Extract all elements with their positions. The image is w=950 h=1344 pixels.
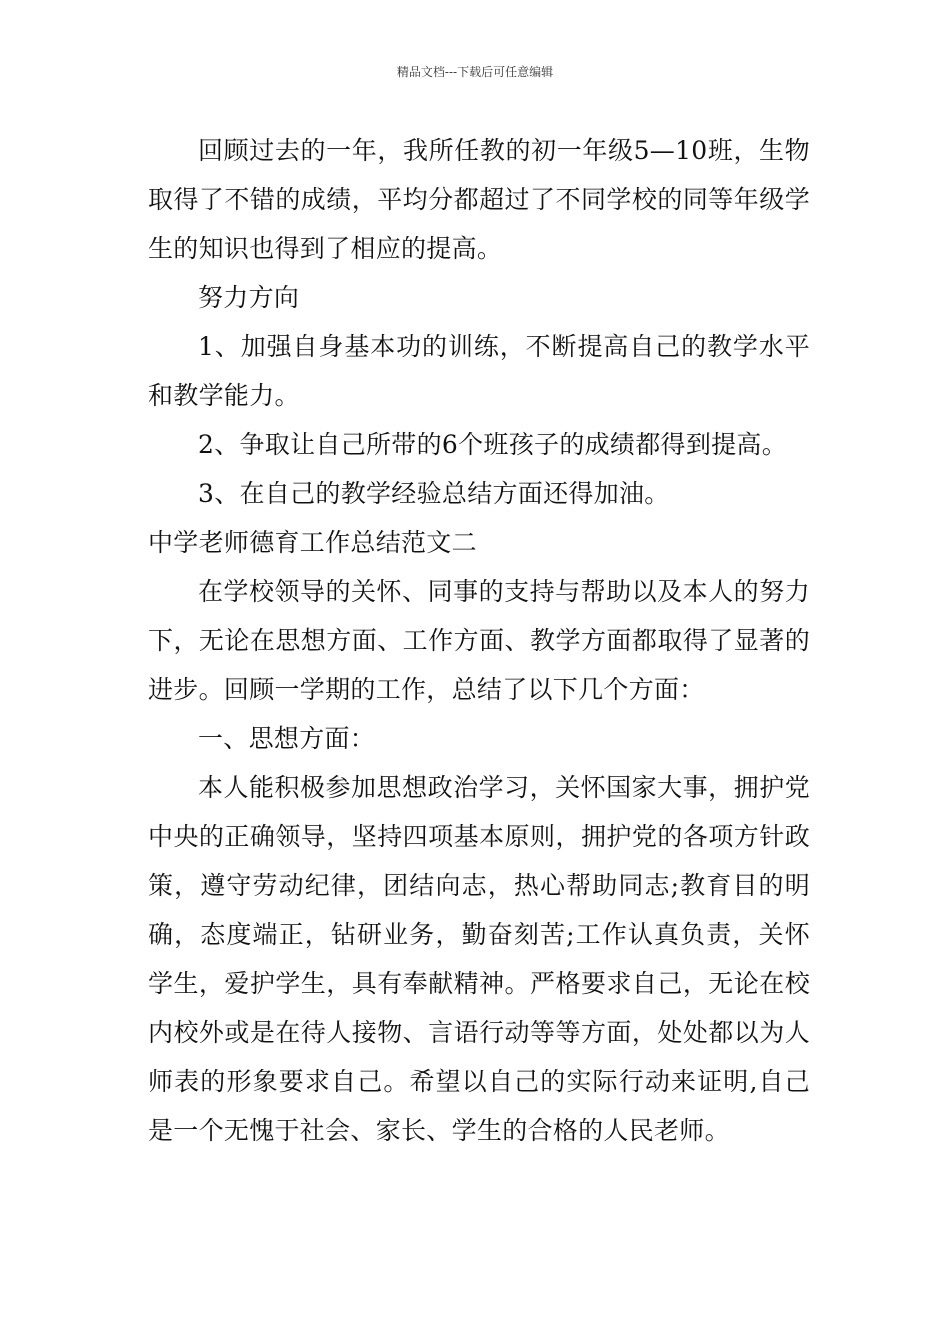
list-item-1: 1、加强自身基本功的训练，不断提高自己的教学水平和教学能力。 [148, 332, 810, 410]
list-item-2: 2、争取让自己所带的6个班孩子的成绩都得到提高。 [198, 430, 788, 459]
paragraph-thought: 本人能积极参加思想政治学习，关怀国家大事，拥护党中央的正确领导，坚持四项基本原则，拥护党的各项方针政策，遵守劳动纪律，团结向志，热心帮助同志;教育目的明确，态度端正，钻研业务，勤奋刻苦;工作认真负责，关怀学生，爱护学生，具有奉献精神。严格要求自己，无论在校内校外或是在待人接物、言语行动等等方面，处处都以为人师表的形象要求自己。希望以自己的实际行动来证明,自己是一个无愧于社会、家长、学生的合格的人民老师。 [148, 773, 810, 1145]
page-header: 精品文档---下载后可任意编辑 [396, 65, 554, 79]
subheading-thought: 一、思想方面： [198, 724, 376, 753]
paragraph-intro: 在学校领导的关怀、同事的支持与帮助以及本人的努力下，无论在思想方面、工作方面、教学方面都取得了显著的进步。回顾一学期的工作，总结了以下几个方面： [148, 577, 810, 704]
section-title: 中学老师德育工作总结范文二 [148, 528, 477, 557]
list-item-3: 3、在自己的教学经验总结方面还得加油。 [198, 479, 670, 508]
paragraph-effort-direction: 努力方向 [198, 283, 300, 312]
document-body [148, 126, 810, 1155]
paragraph-review: 回顾过去的一年，我所任教的初一年级5—10班，生物取得了不错的成绩，平均分都超过了不同学校的同等年级学生的知识也得到了相应的提高。 [148, 136, 810, 263]
